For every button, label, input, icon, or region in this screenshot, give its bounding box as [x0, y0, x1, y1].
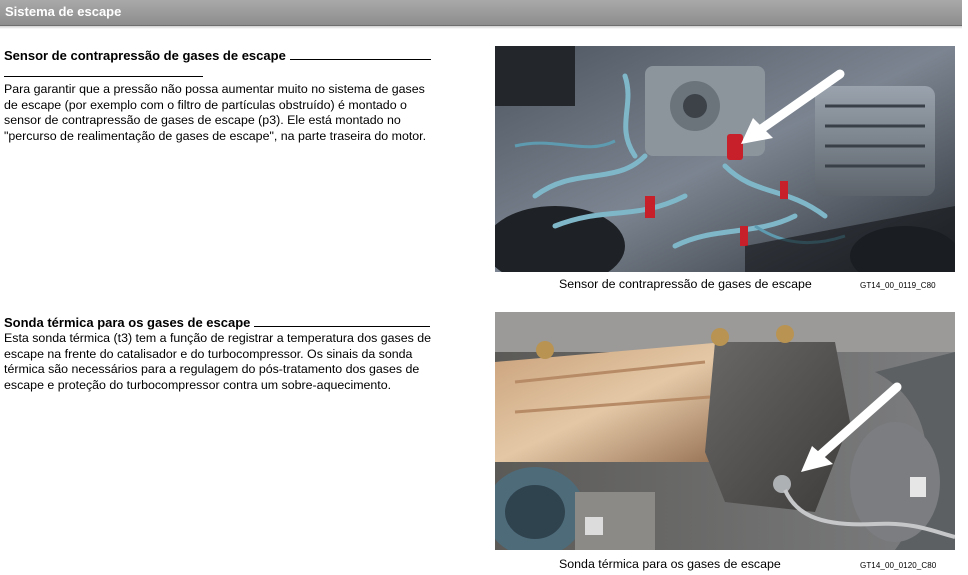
heading-underline	[290, 47, 431, 60]
heading-exhaust-temperature-probe-text: Sonda térmica para os gases de escape	[4, 315, 251, 330]
heading-exhaust-temperature-probe	[4, 314, 430, 330]
heading-continuation-rule	[4, 76, 203, 77]
engine-photo-backpressure-sensor	[495, 46, 955, 272]
figure-code-1: GT14_00_0119_C80	[860, 281, 936, 290]
probe-fitting	[773, 475, 791, 493]
section-header-bar	[0, 0, 962, 26]
figure-code-2: GT14_00_0120_C80	[860, 561, 937, 570]
photo-caption-temperature-probe: Sonda térmica para os gases de escape	[559, 557, 781, 571]
photo-caption-backpressure-sensor: Sensor de contrapressão de gases de escape	[559, 277, 812, 291]
heading-underline	[254, 314, 430, 327]
heading-backpressure-sensor	[4, 47, 431, 63]
header-shadow	[0, 26, 962, 29]
engine-illustration-1	[495, 46, 955, 272]
engine-illustration-2	[495, 312, 955, 550]
section-header-title: Sistema de escape	[5, 4, 122, 19]
sensor-highlight	[727, 134, 743, 160]
heading-backpressure-sensor-text: Sensor de contrapressão de gases de escape	[4, 48, 286, 63]
temperature-probe-description: Esta sonda térmica (t3) tem a função de registrar a temperatura dos gases de escape na frente do catalisador e do turbocompressor. Os sinais da sonda térmica são necessários para a regulagem do pós-tratamento dos gases de escape e proteção do turbocompressor contra um sobre-aquecimento.	[4, 331, 432, 393]
engine-photo-temperature-probe	[495, 312, 955, 550]
backpressure-sensor-description: Para garantir que a pressão não possa aumentar muito no sistema de gases de escape (por exemplo com o filtro de partículas obstruído) é montado o sensor de contrapressão de gases de escape (p3). Ele está montado no "percurso de realimentação de gases de escape", na parte traseira do motor.	[4, 82, 427, 144]
